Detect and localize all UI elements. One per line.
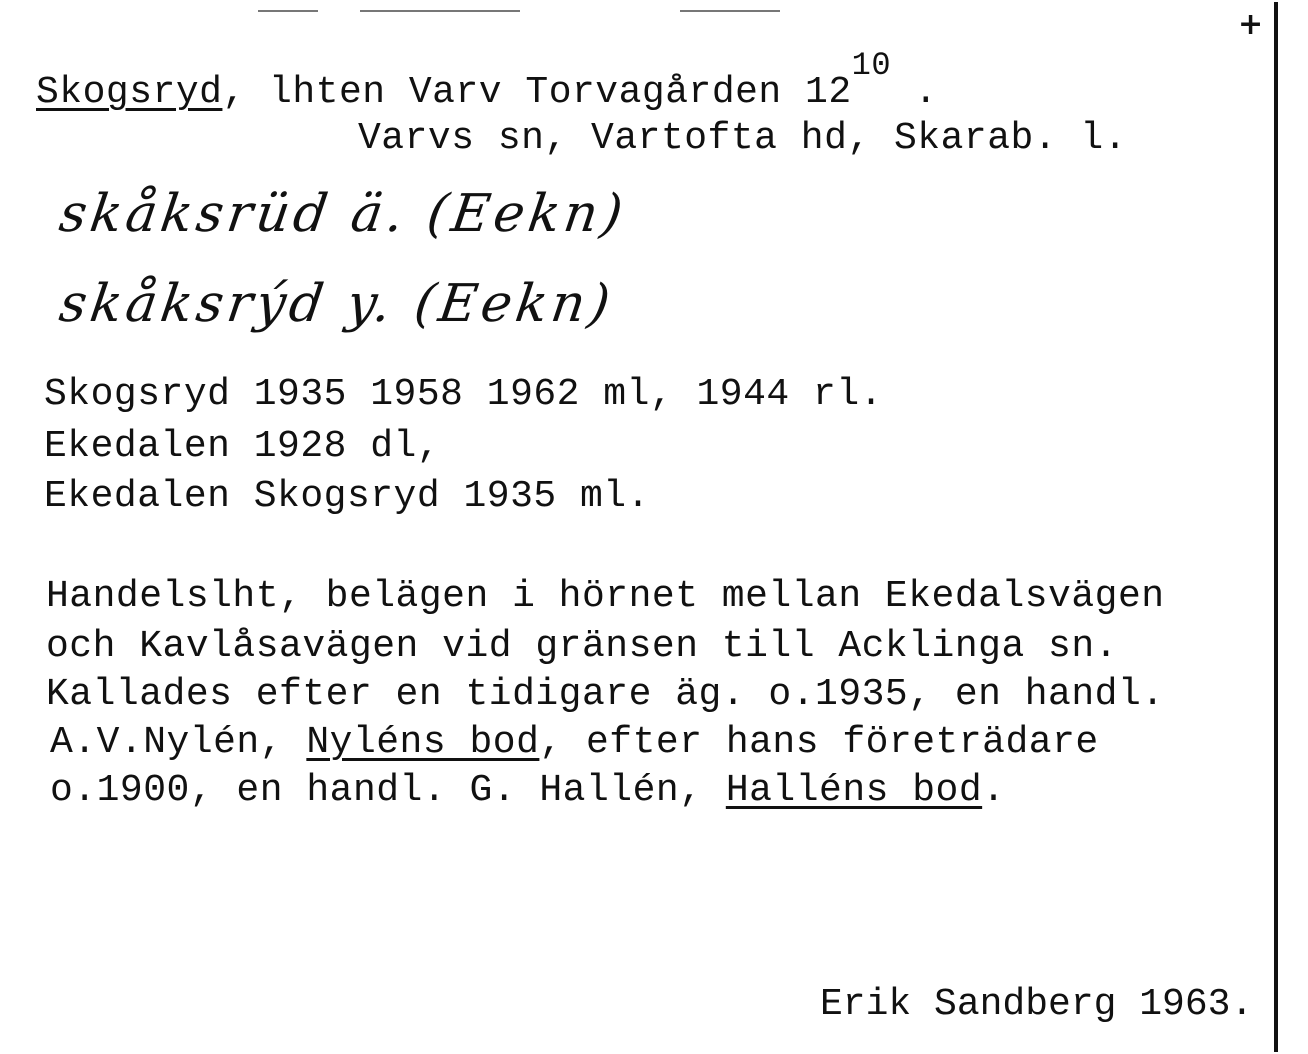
signature: Erik Sandberg 1963. — [820, 983, 1254, 1026]
scan-artifact — [258, 10, 318, 12]
heading-line-2: Varvs sn, Vartofta hd, Skarab. l. — [358, 117, 1128, 160]
handwritten-line-2: skåksrýd y. (Eekn) — [55, 274, 618, 334]
text-segment: . — [982, 769, 1006, 812]
hallens-bod: Halléns bod — [725, 769, 983, 812]
text-segment: , efter hans företrädare — [539, 721, 1099, 764]
description-line: Kallades efter en tidigare äg. o.1935, en handl. — [46, 673, 1165, 716]
description-line — [50, 721, 1099, 764]
record-line: Ekedalen 1928 dl, — [44, 425, 441, 468]
text-segment: o.1900, en handl. G. Hallén, — [50, 769, 726, 812]
description-line: och Kavlåsavägen vid gränsen till Acklinga sn. — [46, 625, 1118, 668]
card-edge — [1274, 2, 1278, 1052]
handwritten-line-1: skåksrüd ä. (Eekn) — [55, 184, 631, 244]
nylens-bod: Nyléns bod — [306, 721, 540, 764]
record-line: Skogsryd 1935 1958 1962 ml, 1944 rl. — [44, 373, 883, 416]
heading-end: . — [891, 71, 938, 114]
place-name: Skogsryd — [36, 71, 223, 114]
scan-artifact — [360, 10, 520, 12]
scan-artifact — [680, 10, 780, 12]
corner-plus-mark: + — [1238, 7, 1264, 42]
heading-location: , lhten Varv Torvagården 12 — [222, 71, 852, 114]
record-line: Ekedalen Skogsryd 1935 ml. — [44, 475, 650, 518]
heading-line-1 — [36, 47, 938, 114]
description-line: Handelslht, belägen i hörnet mellan Ekedalsvägen — [46, 575, 1165, 618]
text-segment: A.V.Nylén, — [50, 721, 307, 764]
heading-superscript: 10 — [851, 47, 892, 84]
description-line — [50, 769, 1006, 812]
